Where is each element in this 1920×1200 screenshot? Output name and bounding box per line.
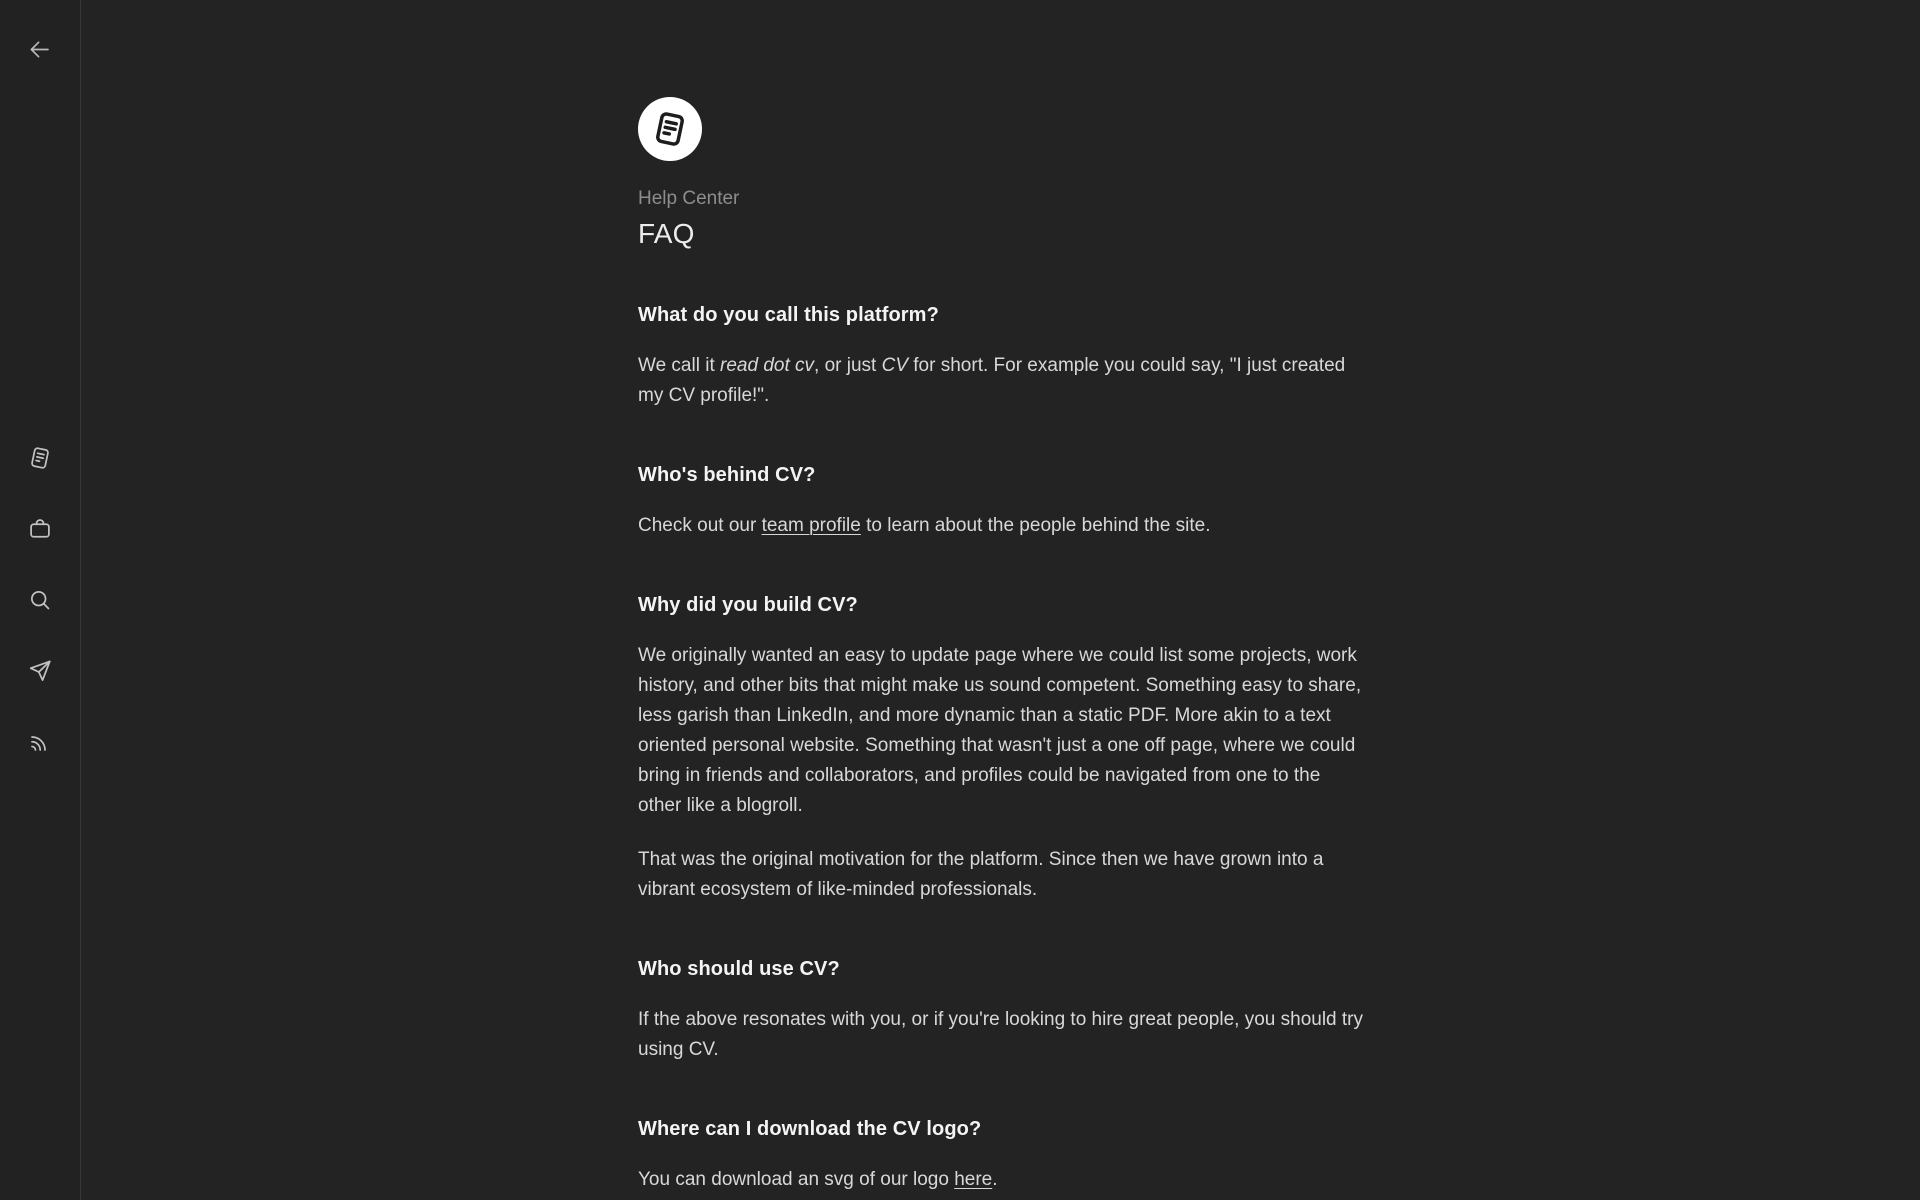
sidebar-item-send[interactable] (27, 658, 53, 684)
faq-question: What do you call this platform? (638, 304, 939, 326)
faq-answer-paragraph (638, 351, 1363, 411)
help-center-logo (638, 97, 702, 161)
answer-text: You can download an svg of our logo (638, 1169, 955, 1190)
help-center-page (638, 0, 1363, 1200)
help-center-label: Help Center (638, 188, 740, 209)
faq-question: Who's behind CV? (638, 464, 816, 486)
sidebar-item-briefcase[interactable] (27, 516, 53, 542)
answer-text: That was the original motivation for the platform. Since then we have grown into a vibrant ecosystem of like-minded professionals. (638, 849, 1324, 900)
answer-text: We originally wanted an easy to update page where we could list some projects, work history, and other bits that might make us sound competent. Something easy to share, less garish than LinkedIn, and more dynamic than a static PDF. More akin to a text oriented personal website. Something that wasn't just a one off page, where we could bring in friends and collaborators, and profiles could be navigated from one to the other like a blogroll. (638, 645, 1362, 816)
faq-section (638, 303, 1363, 411)
sidebar-item-feed[interactable] (27, 729, 53, 755)
faq-section (638, 957, 1363, 1065)
logo-download-link[interactable]: here (954, 1169, 993, 1190)
answer-text: . (992, 1169, 998, 1190)
paper-plane-icon (27, 658, 53, 684)
faq-answer-paragraph (638, 845, 1363, 905)
briefcase-icon (27, 516, 53, 542)
answer-text: If the above resonates with you, or if you're looking to hire great people, you should try using CV. (638, 1009, 1363, 1060)
sidebar-item-document[interactable] (27, 445, 53, 471)
faq-answer-paragraph (638, 511, 1363, 541)
back-button[interactable] (26, 36, 53, 63)
emphasized-text: read dot cv (720, 355, 815, 376)
sidebar (0, 0, 81, 1200)
faq-answer-paragraph (638, 1005, 1363, 1065)
search-icon (27, 587, 53, 613)
main-area (81, 0, 1920, 1200)
arrow-left-icon (26, 36, 53, 63)
faq-section (638, 1117, 1363, 1195)
answer-text: to learn about the people behind the site. (860, 515, 1211, 536)
faq-section (638, 463, 1363, 541)
faq-question: Who should use CV? (638, 958, 840, 980)
document-icon (650, 109, 690, 149)
answer-text: Check out our (638, 515, 762, 536)
emphasized-text: CV (881, 355, 908, 376)
faq-answer-paragraph (638, 641, 1363, 821)
answer-text: We call it (638, 355, 721, 376)
faq-answer-paragraph (638, 1165, 1363, 1195)
answer-text: for short. For example you could say, "I just created my CV profile!". (638, 355, 1346, 406)
faq-section (638, 593, 1363, 905)
sidebar-item-search[interactable] (27, 587, 53, 613)
document-icon (27, 445, 53, 471)
sidebar-nav (0, 445, 80, 755)
team-profile-link[interactable]: team profile (761, 515, 861, 536)
faq-sections (638, 303, 1363, 1200)
page-title: FAQ (638, 218, 695, 249)
faq-question: Why did you build CV? (638, 594, 858, 616)
faq-question: Where can I download the CV logo? (638, 1118, 982, 1140)
rss-icon (27, 729, 53, 755)
answer-text: , or just (814, 355, 882, 376)
